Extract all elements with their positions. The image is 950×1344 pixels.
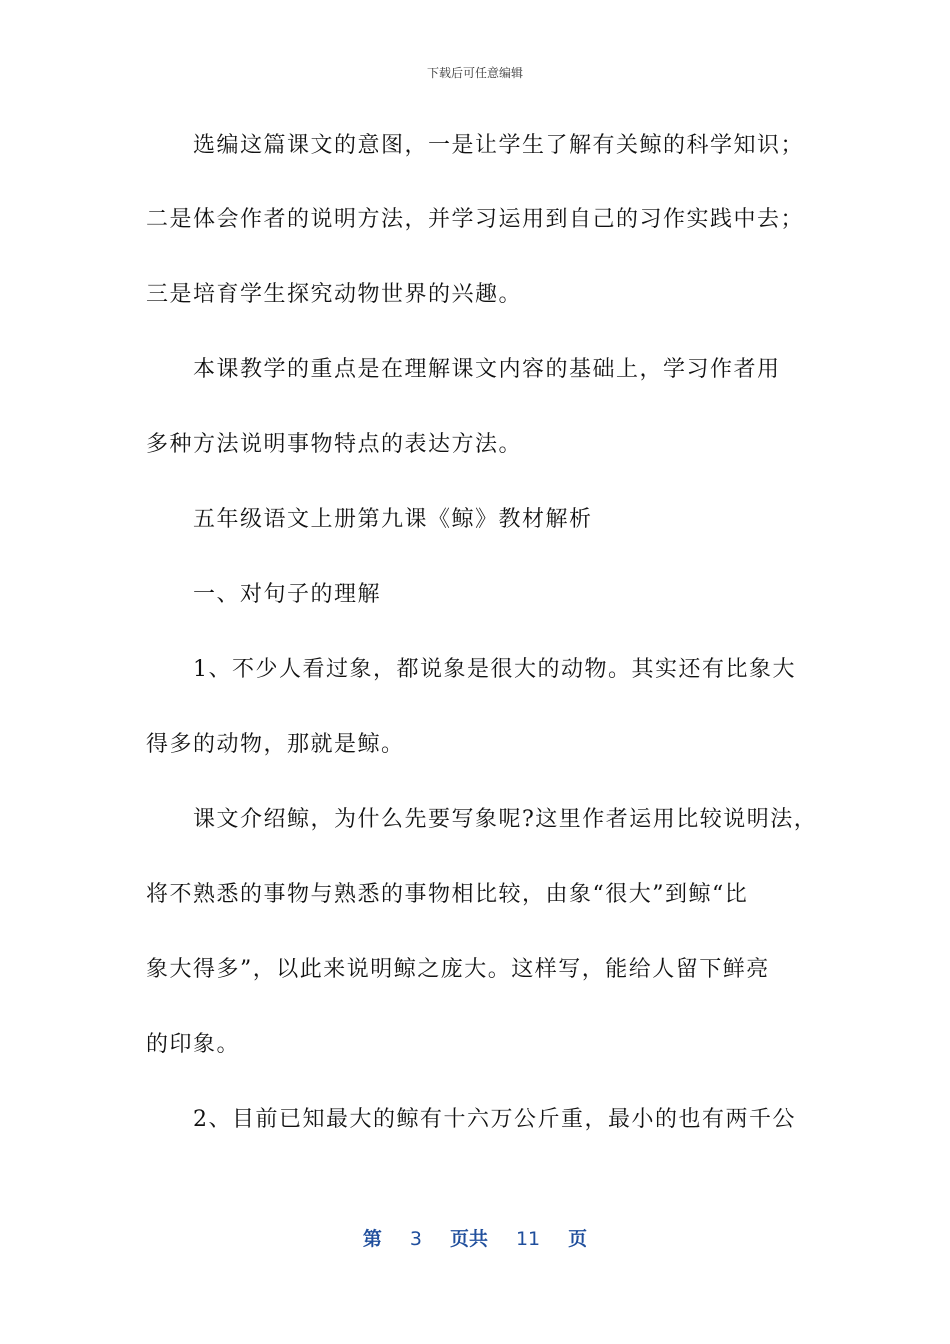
body-line-3: 三是培育学生探究动物世界的兴趣。 bbox=[146, 282, 523, 307]
section-title: 五年级语文上册第九课《鲸》教材解析 bbox=[193, 507, 593, 532]
body-line-13: 的印象。 bbox=[146, 1032, 241, 1057]
page-header: 下载后可任意编辑 bbox=[426, 66, 523, 80]
body-line-9: 得多的动物，那就是鲸。 bbox=[146, 732, 405, 757]
body-line-4: 本课教学的重点是在理解课文内容的基础上，学习作者用 bbox=[193, 357, 781, 382]
footer-middle: 页共 bbox=[449, 1228, 488, 1250]
body-line-10: 课文介绍鲸，为什么先要写象呢?这里作者运用比较说明法， bbox=[193, 807, 818, 832]
footer-prefix: 第 bbox=[362, 1228, 382, 1250]
page-footer bbox=[0, 1224, 950, 1251]
footer-suffix: 页 bbox=[568, 1228, 588, 1250]
body-line-8: 1、不少人看过象，都说象是很大的动物。其实还有比象大 bbox=[193, 657, 796, 682]
body-line-11: 将不熟悉的事物与熟悉的事物相比较，由象“很大”到鲸“比 bbox=[146, 882, 749, 907]
body-line-5: 多种方法说明事物特点的表达方法。 bbox=[146, 432, 523, 457]
subsection-heading: 一、对句子的理解 bbox=[193, 582, 382, 607]
body-line-12: 象大得多”，以此来说明鲸之庞大。这样写，能给人留下鲜亮 bbox=[146, 957, 770, 982]
total-pages-number: 11 bbox=[515, 1228, 541, 1250]
body-line-14: 2、目前已知最大的鲸有十六万公斤重，最小的也有两千公 bbox=[193, 1107, 796, 1132]
body-line-1: 选编这篇课文的意图，一是让学生了解有关鲸的科学知识； bbox=[193, 133, 805, 158]
body-line-2: 二是体会作者的说明方法，并学习运用到自己的习作实践中去； bbox=[146, 207, 805, 232]
current-page-number: 3 bbox=[409, 1228, 422, 1250]
